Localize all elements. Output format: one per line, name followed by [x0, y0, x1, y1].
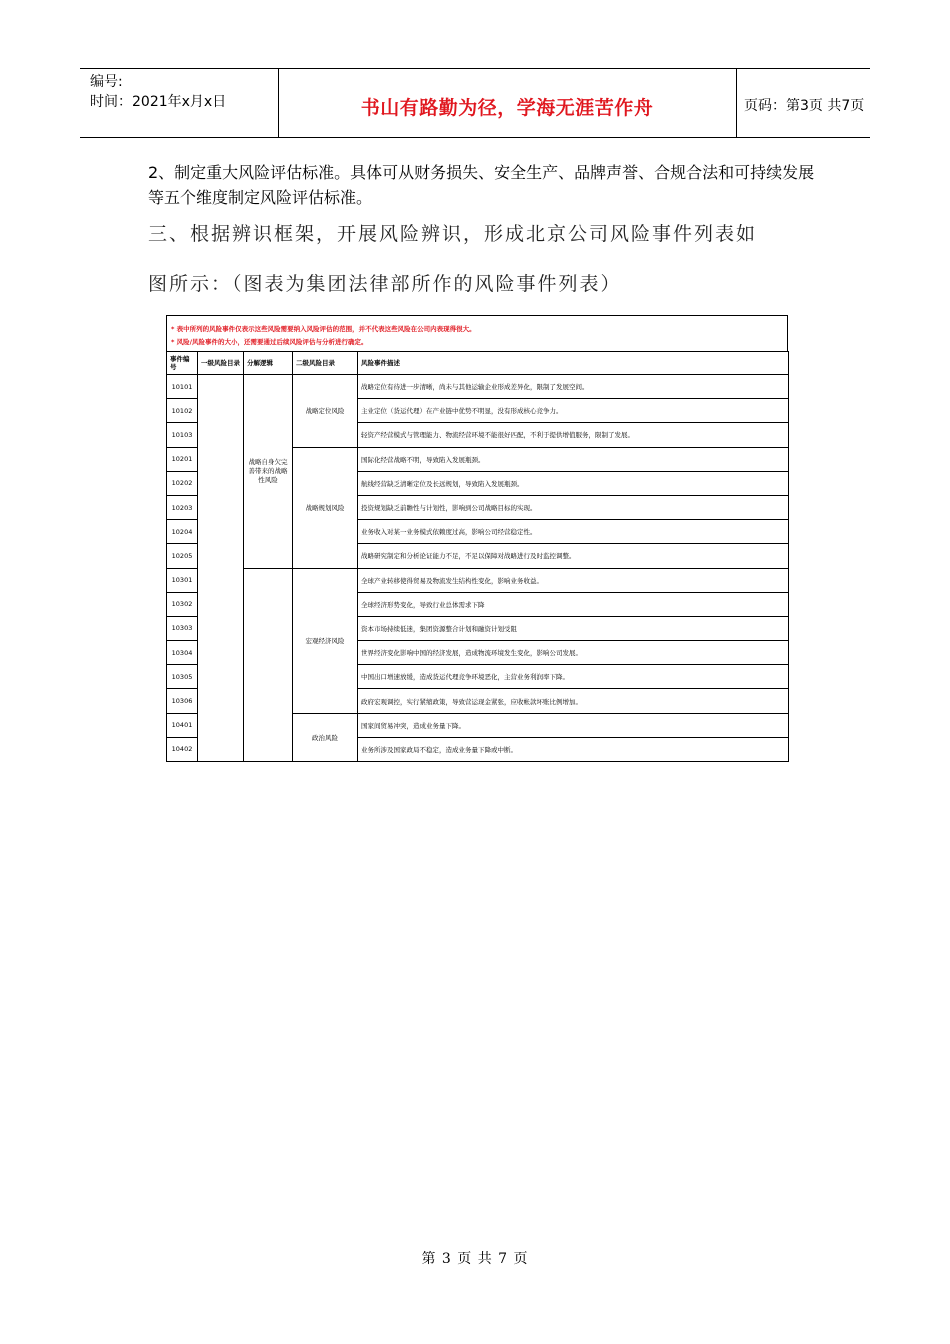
- event-description-cell: 投资规划缺乏前瞻性与计划性，影响到公司战略目标的实现。: [358, 495, 789, 519]
- event-description-cell: 战略定位有待进一步清晰，尚未与其他运输企业形成差异化，限制了发展空间。: [358, 375, 789, 399]
- table-header-row: [167, 352, 789, 375]
- page-footer: 第 3 页 共 7 页: [421, 1251, 529, 1267]
- event-id-cell: 10301: [167, 568, 198, 592]
- event-id-cell: 10303: [167, 616, 198, 640]
- event-id-cell: 10306: [167, 689, 198, 713]
- level2-cell: 战略规划风险: [293, 447, 358, 568]
- event-id-cell: 10205: [167, 544, 198, 568]
- table-note-2: * 风险/风险事件的大小，还需要通过后续风险评估与分析进行确定。: [171, 338, 368, 346]
- risk-event-table-figure: [166, 315, 788, 770]
- header-page-cell: [736, 69, 870, 137]
- event-id-cell: 10204: [167, 520, 198, 544]
- header-description: 风险事件描述: [358, 352, 789, 375]
- header-page-number: 页码：第3页 共7页: [744, 98, 865, 114]
- header-event-id: 事件编号: [167, 352, 198, 375]
- level1-cell: [198, 375, 244, 762]
- level2-cell: 政治风险: [293, 713, 358, 761]
- document-time-label: 时间：2021年x月x日: [90, 94, 227, 110]
- event-description-cell: 业务收入对某一业务模式依赖度过高，影响公司经营稳定性。: [358, 520, 789, 544]
- event-id-cell: 10102: [167, 399, 198, 423]
- table-notes: [166, 315, 788, 352]
- event-description-cell: 国家间贸易冲突，造成业务量下降。: [358, 713, 789, 737]
- header-meta: [80, 69, 279, 137]
- header-logic: 分解逻辑: [244, 352, 293, 375]
- event-description-cell: 中国出口增速放缓，造成货运代理竞争环境恶化，主营业务利润率下降。: [358, 665, 789, 689]
- event-id-cell: 10202: [167, 471, 198, 495]
- table-body: [167, 375, 789, 762]
- event-description-cell: 轻资产经营模式与管理能力、物流经营环境不能很好匹配，不利于提供增值服务，限制了发展。: [358, 423, 789, 447]
- page-header: [80, 68, 870, 138]
- event-description-cell: 业务所涉及国家政局不稳定，造成业务量下降或中断。: [358, 737, 789, 761]
- event-id-cell: 10101: [167, 375, 198, 399]
- table-row: [167, 568, 789, 592]
- event-id-cell: 10305: [167, 665, 198, 689]
- header-level1: 一级风险目录: [198, 352, 244, 375]
- logic-cell-empty: [244, 568, 293, 762]
- event-id-cell: 10302: [167, 592, 198, 616]
- event-description-cell: 全球产业转移使得贸易及物流发生结构性变化，影响业务收益。: [358, 568, 789, 592]
- level2-cell: 战略定位风险: [293, 375, 358, 448]
- paragraph-figure-caption: 图所示：（图表为集团法律部所作的风险事件列表）: [148, 273, 622, 295]
- paragraph-risk-identification: 三、根据辨识框架，开展风险辨识，形成北京公司风险事件列表如: [148, 223, 758, 245]
- event-description-cell: 全球经济形势变化，导致行业总体需求下降: [358, 592, 789, 616]
- risk-event-table: [166, 351, 789, 762]
- event-description-cell: 战略研究制定和分析论证能力不足，不足以保障对战略进行及时监控调整。: [358, 544, 789, 568]
- event-description-cell: 世界经济变化影响中国的经济发展，造成物流环境发生变化，影响公司发展。: [358, 641, 789, 665]
- event-id-cell: 10304: [167, 641, 198, 665]
- header-motto: 书山有路勤为径，学海无涯苦作舟: [360, 97, 654, 119]
- document-number-label: 编号:: [90, 74, 123, 90]
- event-id-cell: 10401: [167, 713, 198, 737]
- event-description-cell: 主业定位（货运代理）在产业链中优势不明显，没有形成核心竞争力。: [358, 399, 789, 423]
- event-id-cell: 10103: [167, 423, 198, 447]
- event-id-cell: 10203: [167, 495, 198, 519]
- event-description-cell: 国际化经营战略不明，导致陷入发展瓶颈。: [358, 447, 789, 471]
- paragraph-risk-standard: 2、制定重大风险评估标准。具体可从财务损失、安全生产、品牌声誉、合规合法和可持续发展等五个维度制定风险评估标准。: [148, 163, 815, 207]
- header-motto-cell: [278, 69, 737, 137]
- event-description-cell: 政府宏观调控，实行紧缩政策，导致营运现金紧张，应收帐款坏账比例增加。: [358, 689, 789, 713]
- event-id-cell: 10402: [167, 737, 198, 761]
- table-row: [167, 375, 789, 399]
- logic-cell: 战略自身欠完善带来的战略性风险: [244, 375, 293, 569]
- table-note-1: * 表中所列的风险事件仅表示这些风险需要纳入风险评估的范围，并不代表这些风险在公司内表现得很大。: [171, 325, 476, 333]
- level2-cell: 宏观经济风险: [293, 568, 358, 713]
- header-level2: 二级风险目录: [293, 352, 358, 375]
- event-description-cell: 资本市场持续低迷，集团资源整合计划和融资计划受阻: [358, 616, 789, 640]
- event-description-cell: 航线经营缺乏清晰定位及长远规划，导致陷入发展瓶颈。: [358, 471, 789, 495]
- event-id-cell: 10201: [167, 447, 198, 471]
